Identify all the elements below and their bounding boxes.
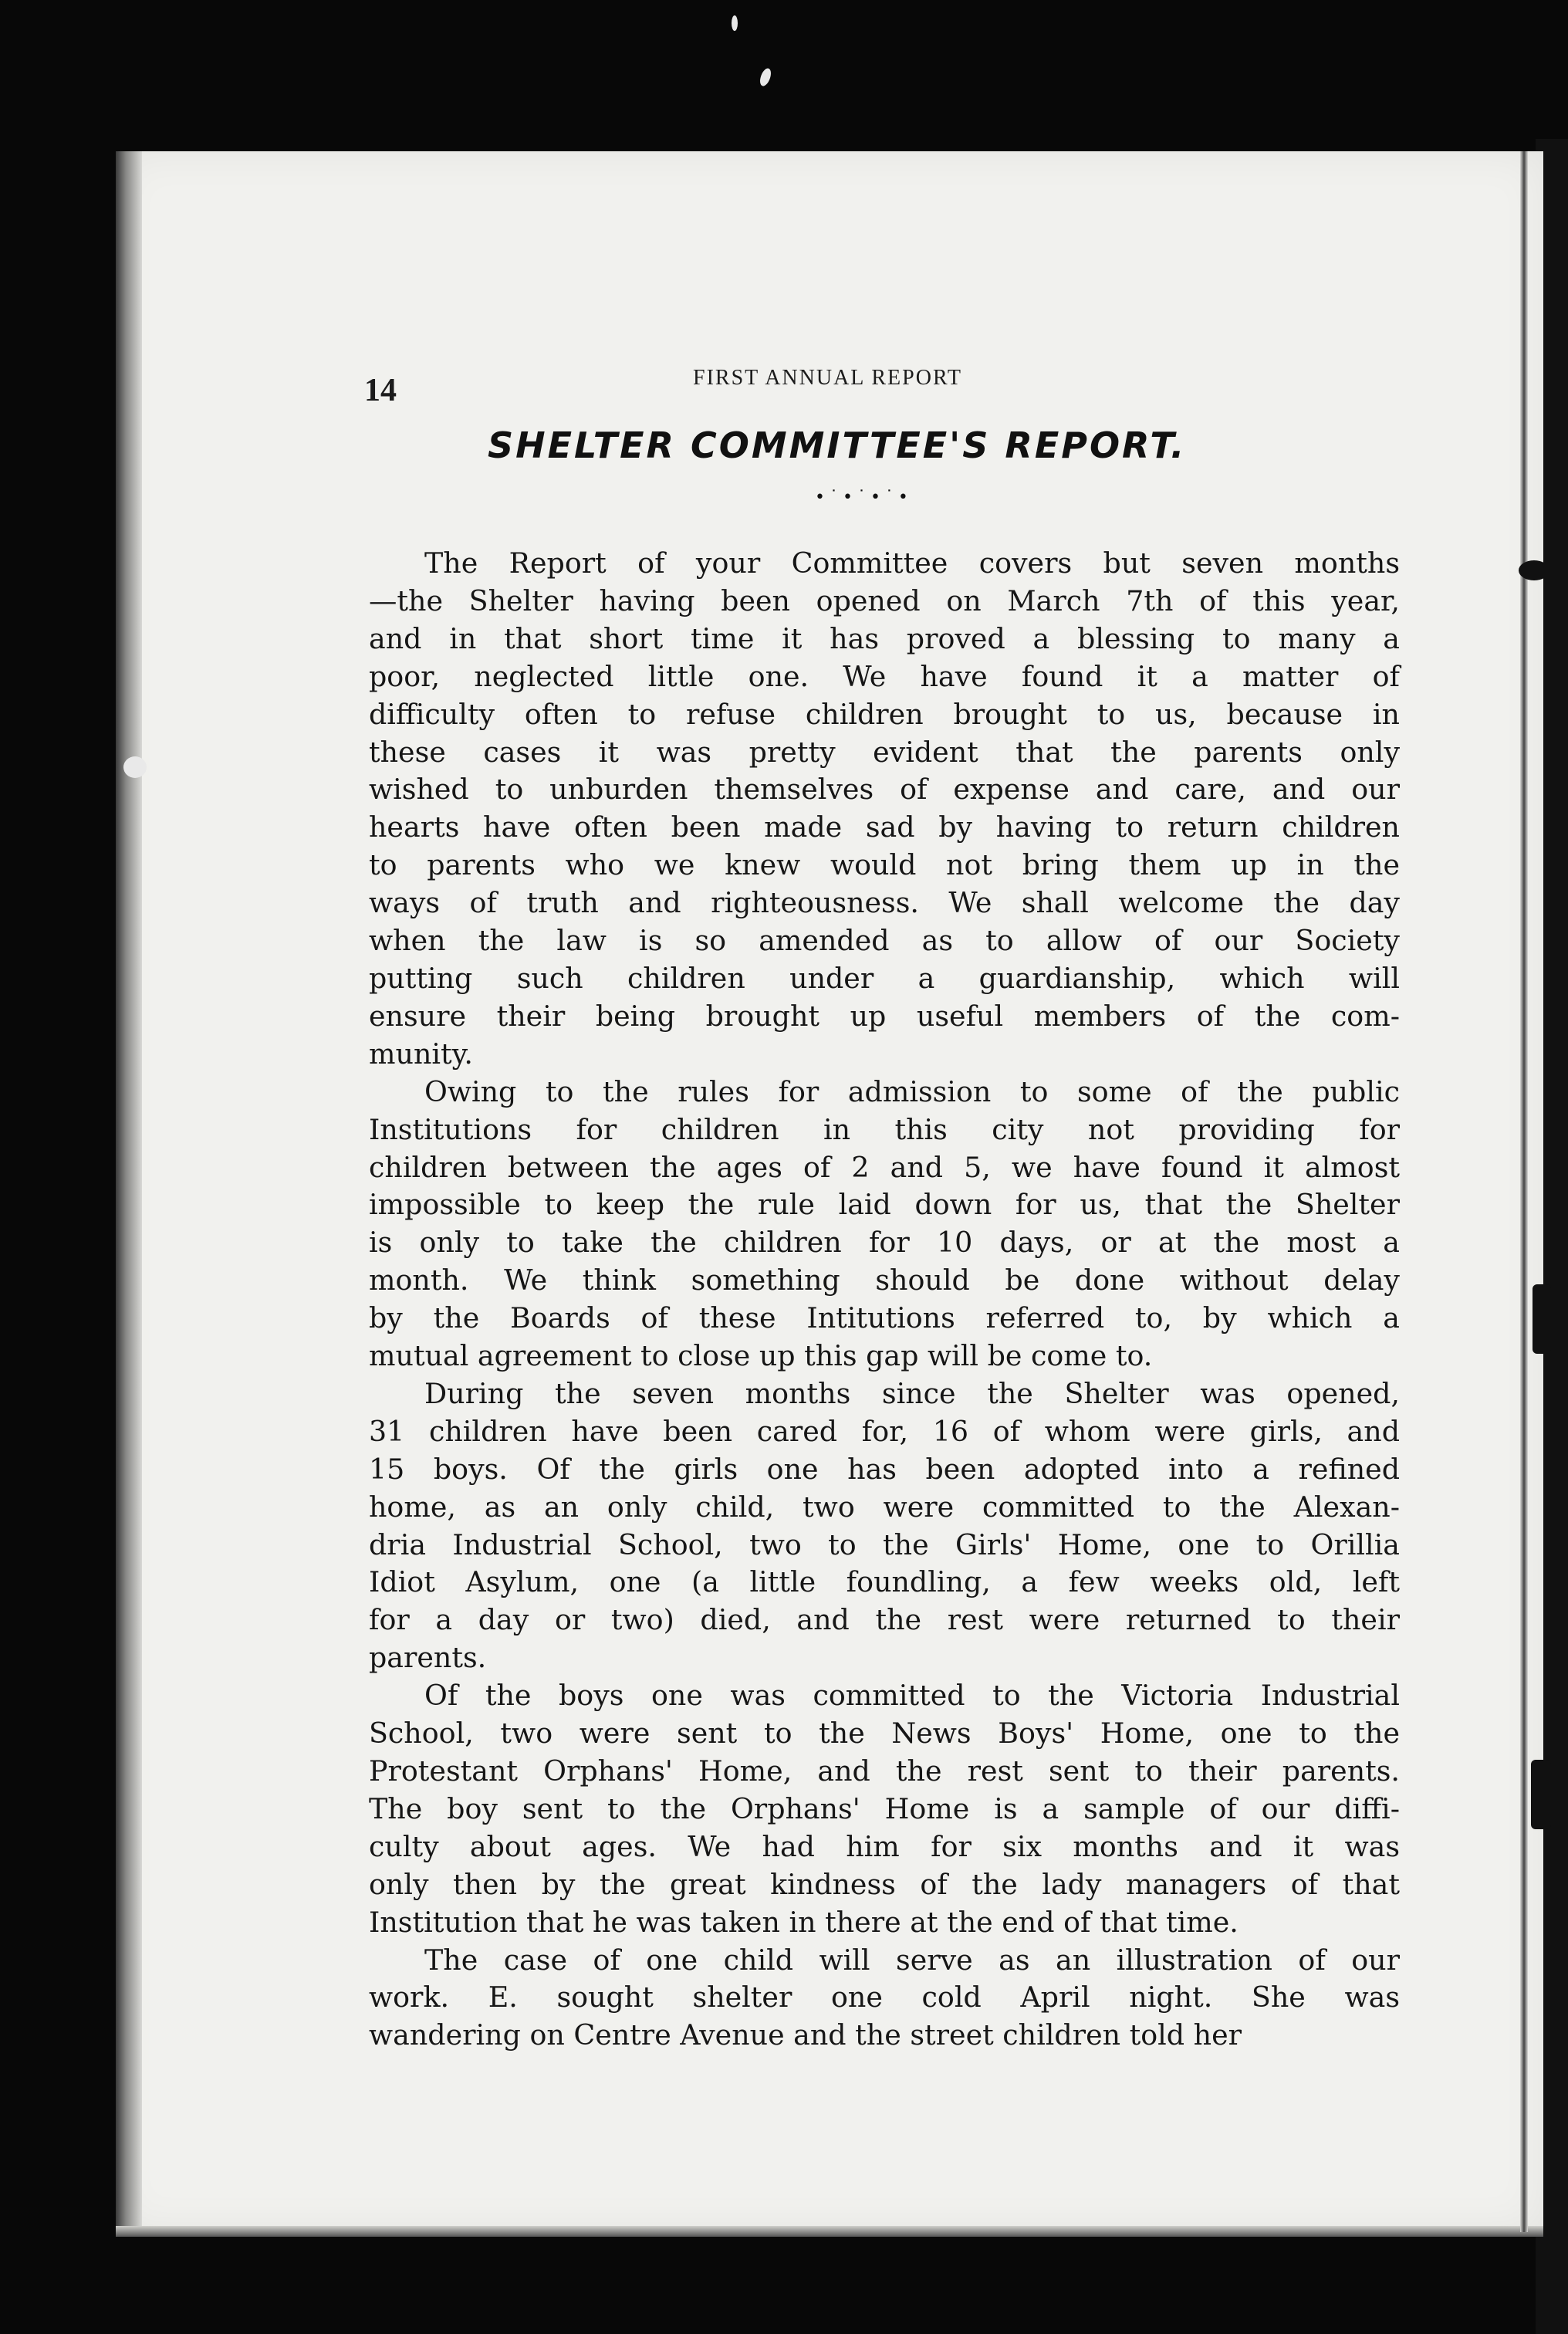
text-line: School, two were sent to the News Boys' Home, one to the [369, 1717, 1400, 1750]
text-line: parents. [369, 1641, 487, 1675]
binding-mark [1519, 560, 1549, 580]
page-left-edge [116, 151, 142, 2232]
binding-mark [1533, 1284, 1551, 1354]
paragraph [369, 1074, 1400, 1375]
text-line: wished to unburden themselves of expense and care, and our [369, 773, 1400, 807]
text-line: During the seven months since the Shelter was opened, [424, 1376, 1400, 1410]
text-line: when the law is so amended as to allow of our Society [369, 924, 1400, 958]
text-line: putting such children under a guardianship, which will [369, 961, 1400, 995]
text-line: and in that short time it has proved a blessing to many a [369, 621, 1400, 655]
text-line: work. E. sought shelter one cold April night. She was [369, 1981, 1400, 2014]
text-line: 31 children have been cared for, 16 of whom were girls, and [369, 1414, 1400, 1448]
text-line: The boy sent to the Orphans' Home is a sample of our diffi- [369, 1791, 1400, 1825]
page-bottom-edge [116, 2226, 1543, 2237]
running-title: FIRST ANNUAL REPORT [693, 366, 963, 390]
text-line: Of the boys one was committed to the Victoria Industrial [424, 1679, 1400, 1713]
text-line: to parents who we knew would not bring them up in the [369, 848, 1400, 882]
paragraph [369, 1677, 1400, 1941]
text-line: month. We think something should be done without delay [369, 1263, 1400, 1297]
text-line: poor, neglected little one. We have found it a matter of [369, 659, 1400, 693]
text-line: hearts have often been made sad by having to return children [369, 810, 1400, 844]
text-line: only then by the great kindness of the lady managers of that [369, 1867, 1400, 1901]
text-line: for a day or two) died, and the rest were returned to their [369, 1603, 1400, 1637]
text-line: wandering on Centre Avenue and the street children told her [369, 2018, 1242, 2052]
text-line: The case of one child will serve as an illustration of our [424, 1943, 1400, 1977]
text-line: Owing to the rules for admission to some of the public [424, 1074, 1400, 1108]
page-number: 14 [364, 373, 397, 408]
text-line: 15 boys. Of the girls one has been adopted into a refined [369, 1452, 1400, 1486]
paragraph [369, 1942, 1400, 2055]
binding-mark [1531, 1760, 1551, 1829]
dust-speck [732, 15, 738, 31]
text-line: dria Industrial School, two to the Girls' Home, one to Orillia [369, 1527, 1400, 1561]
text-line: impossible to keep the rule laid down for us, that the Shelter [369, 1188, 1400, 1222]
text-line: difficulty often to refuse children brought to us, because in [369, 697, 1400, 731]
dust-speck [123, 756, 147, 778]
text-line: The Report of your Committee covers but seven months [424, 546, 1400, 580]
title-ornament: •˙•˙•˙• [815, 488, 913, 507]
text-line: these cases it was pretty evident that the parents only [369, 735, 1400, 769]
text-line: mutual agreement to close up this gap will be come to. [369, 1339, 1153, 1373]
text-line: children between the ages of 2 and 5, we have found it almost [369, 1150, 1400, 1184]
text-line: —the Shelter having been opened on March 7th of this year, [369, 584, 1400, 617]
text-line: is only to take the children for 10 days, or at the most a [369, 1226, 1400, 1260]
text-line: home, as an only child, two were committed to the Alexan- [369, 1490, 1400, 1524]
section-title: SHELTER COMMITTEE'S REPORT. [488, 425, 1187, 466]
text-line: Institutions for children in this city not providing for [369, 1112, 1400, 1146]
paragraph [369, 1375, 1400, 1677]
text-line: by the Boards of these Intitutions referred to, by which a [369, 1301, 1400, 1335]
report-body [369, 545, 1400, 2055]
text-line: Idiot Asylum, one (a little foundling, a few weeks old, left [369, 1565, 1400, 1599]
dust-speck [758, 67, 772, 88]
text-line: ensure their being brought up useful members of the com- [369, 999, 1400, 1033]
text-line: Protestant Orphans' Home, and the rest sent to their parents. [369, 1754, 1400, 1788]
text-line: culty about ages. We had him for six months and it was [369, 1829, 1400, 1863]
text-line: Institution that he was taken in there at the end of that time. [369, 1905, 1239, 1939]
binding-gutter [1520, 151, 1528, 2232]
text-line: munity. [369, 1037, 473, 1071]
paragraph [369, 545, 1400, 1074]
text-line: ways of truth and righteousness. We shall welcome the day [369, 886, 1400, 920]
